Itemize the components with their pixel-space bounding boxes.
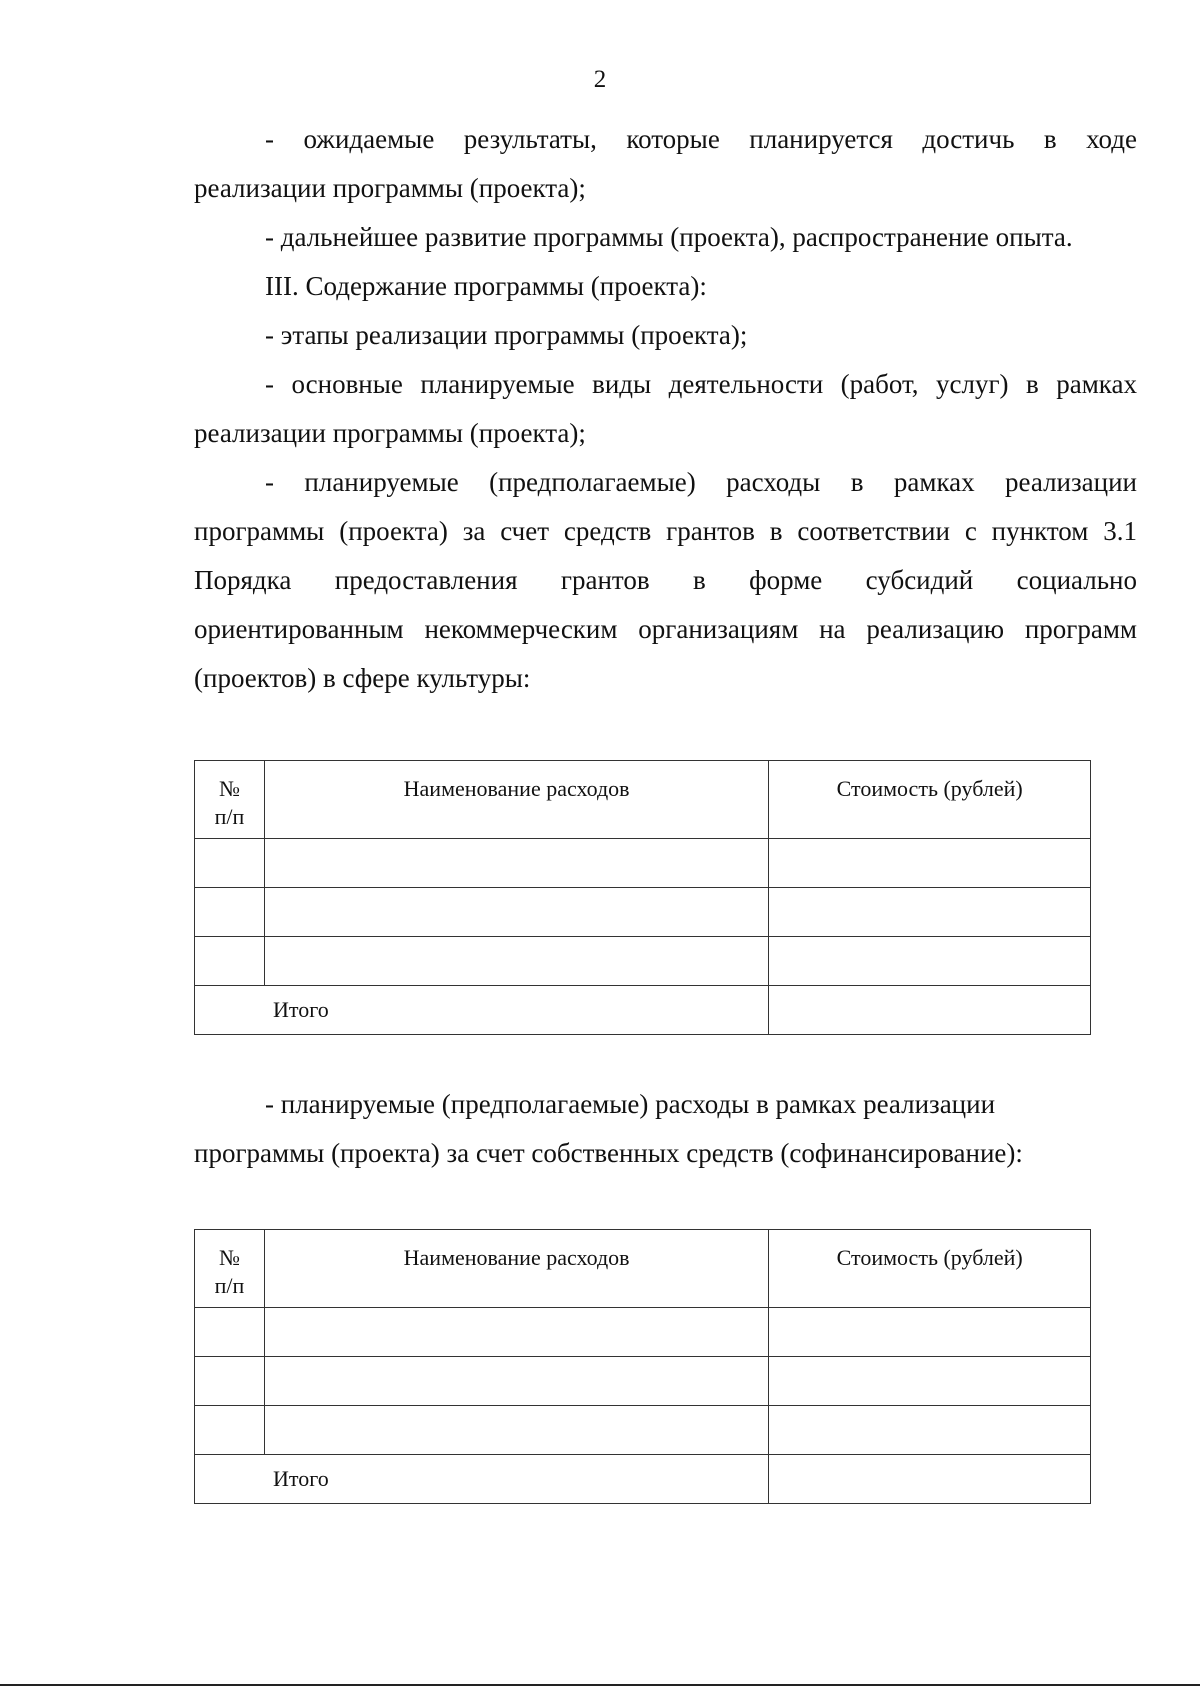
text-line: - дальнейшее развитие программы (проекта), распространение опыта. bbox=[265, 222, 1073, 252]
header-number-sign: № bbox=[218, 776, 240, 801]
page-number: 2 bbox=[593, 66, 607, 93]
cell bbox=[195, 937, 265, 986]
header-expense-name: Наименование расходов bbox=[264, 761, 768, 839]
cell bbox=[195, 1308, 265, 1357]
total-row bbox=[195, 1455, 1091, 1504]
cell bbox=[264, 1357, 768, 1406]
table-row bbox=[195, 1357, 1091, 1406]
header-number-abbr: п/п bbox=[214, 804, 245, 829]
header-number bbox=[195, 761, 265, 839]
cell bbox=[195, 1357, 265, 1406]
cell bbox=[769, 888, 1091, 937]
total-label: Итого bbox=[195, 986, 769, 1035]
cell bbox=[195, 1406, 265, 1455]
cell bbox=[264, 1406, 768, 1455]
text-line: - основные планируемые виды деятельности (работ, услуг) в рамках bbox=[265, 369, 1137, 399]
text-line: - ожидаемые результаты, которые планируется достичь в ходе bbox=[265, 124, 1137, 154]
cell bbox=[769, 1406, 1091, 1455]
total-label: Итого bbox=[195, 1455, 769, 1504]
cell bbox=[264, 839, 768, 888]
header-cost: Стоимость (рублей) bbox=[769, 1230, 1091, 1308]
cell bbox=[264, 937, 768, 986]
cell bbox=[769, 1308, 1091, 1357]
cell bbox=[264, 888, 768, 937]
total-value-cell bbox=[769, 1455, 1091, 1504]
text-line: реализации программы (проекта); bbox=[194, 173, 586, 203]
header-number-abbr: п/п bbox=[214, 1273, 245, 1298]
text-line: Порядка предоставления грантов в форме субсидий социально bbox=[194, 565, 1137, 595]
section-heading: III. Содержание программы (проекта): bbox=[265, 271, 707, 301]
table-row bbox=[195, 839, 1091, 888]
text-line: программы (проекта) за счет средств грантов в соответствии с пунктом 3.1 bbox=[194, 516, 1137, 546]
text-line: программы (проекта) за счет собственных средств (софинансирование): bbox=[194, 1138, 1023, 1168]
text-line: - планируемые (предполагаемые) расходы в рамках реализации bbox=[265, 467, 1137, 497]
text-line: (проектов) в сфере культуры: bbox=[194, 663, 531, 693]
text-line: - планируемые (предполагаемые) расходы в рамках реализации bbox=[265, 1089, 996, 1119]
header-number-sign: № bbox=[218, 1245, 240, 1270]
text-line: ориентированным некоммерческим организациям на реализацию программ bbox=[194, 614, 1137, 644]
cell bbox=[769, 937, 1091, 986]
header-cost: Стоимость (рублей) bbox=[769, 761, 1091, 839]
grant-expenses-table bbox=[194, 760, 1091, 1035]
total-value-cell bbox=[769, 986, 1091, 1035]
table-row bbox=[195, 1308, 1091, 1357]
text-line: реализации программы (проекта); bbox=[194, 418, 586, 448]
cell bbox=[195, 888, 265, 937]
header-expense-name: Наименование расходов bbox=[264, 1230, 768, 1308]
cell bbox=[264, 1308, 768, 1357]
cofinancing-expenses-table bbox=[194, 1229, 1091, 1504]
table-row bbox=[195, 937, 1091, 986]
cell bbox=[769, 839, 1091, 888]
text-line: - этапы реализации программы (проекта); bbox=[265, 320, 748, 350]
cell bbox=[769, 1357, 1091, 1406]
bottom-rule bbox=[0, 1684, 1200, 1686]
table-row bbox=[195, 1406, 1091, 1455]
cell bbox=[195, 839, 265, 888]
header-number bbox=[195, 1230, 265, 1308]
total-row bbox=[195, 986, 1091, 1035]
table-row bbox=[195, 888, 1091, 937]
